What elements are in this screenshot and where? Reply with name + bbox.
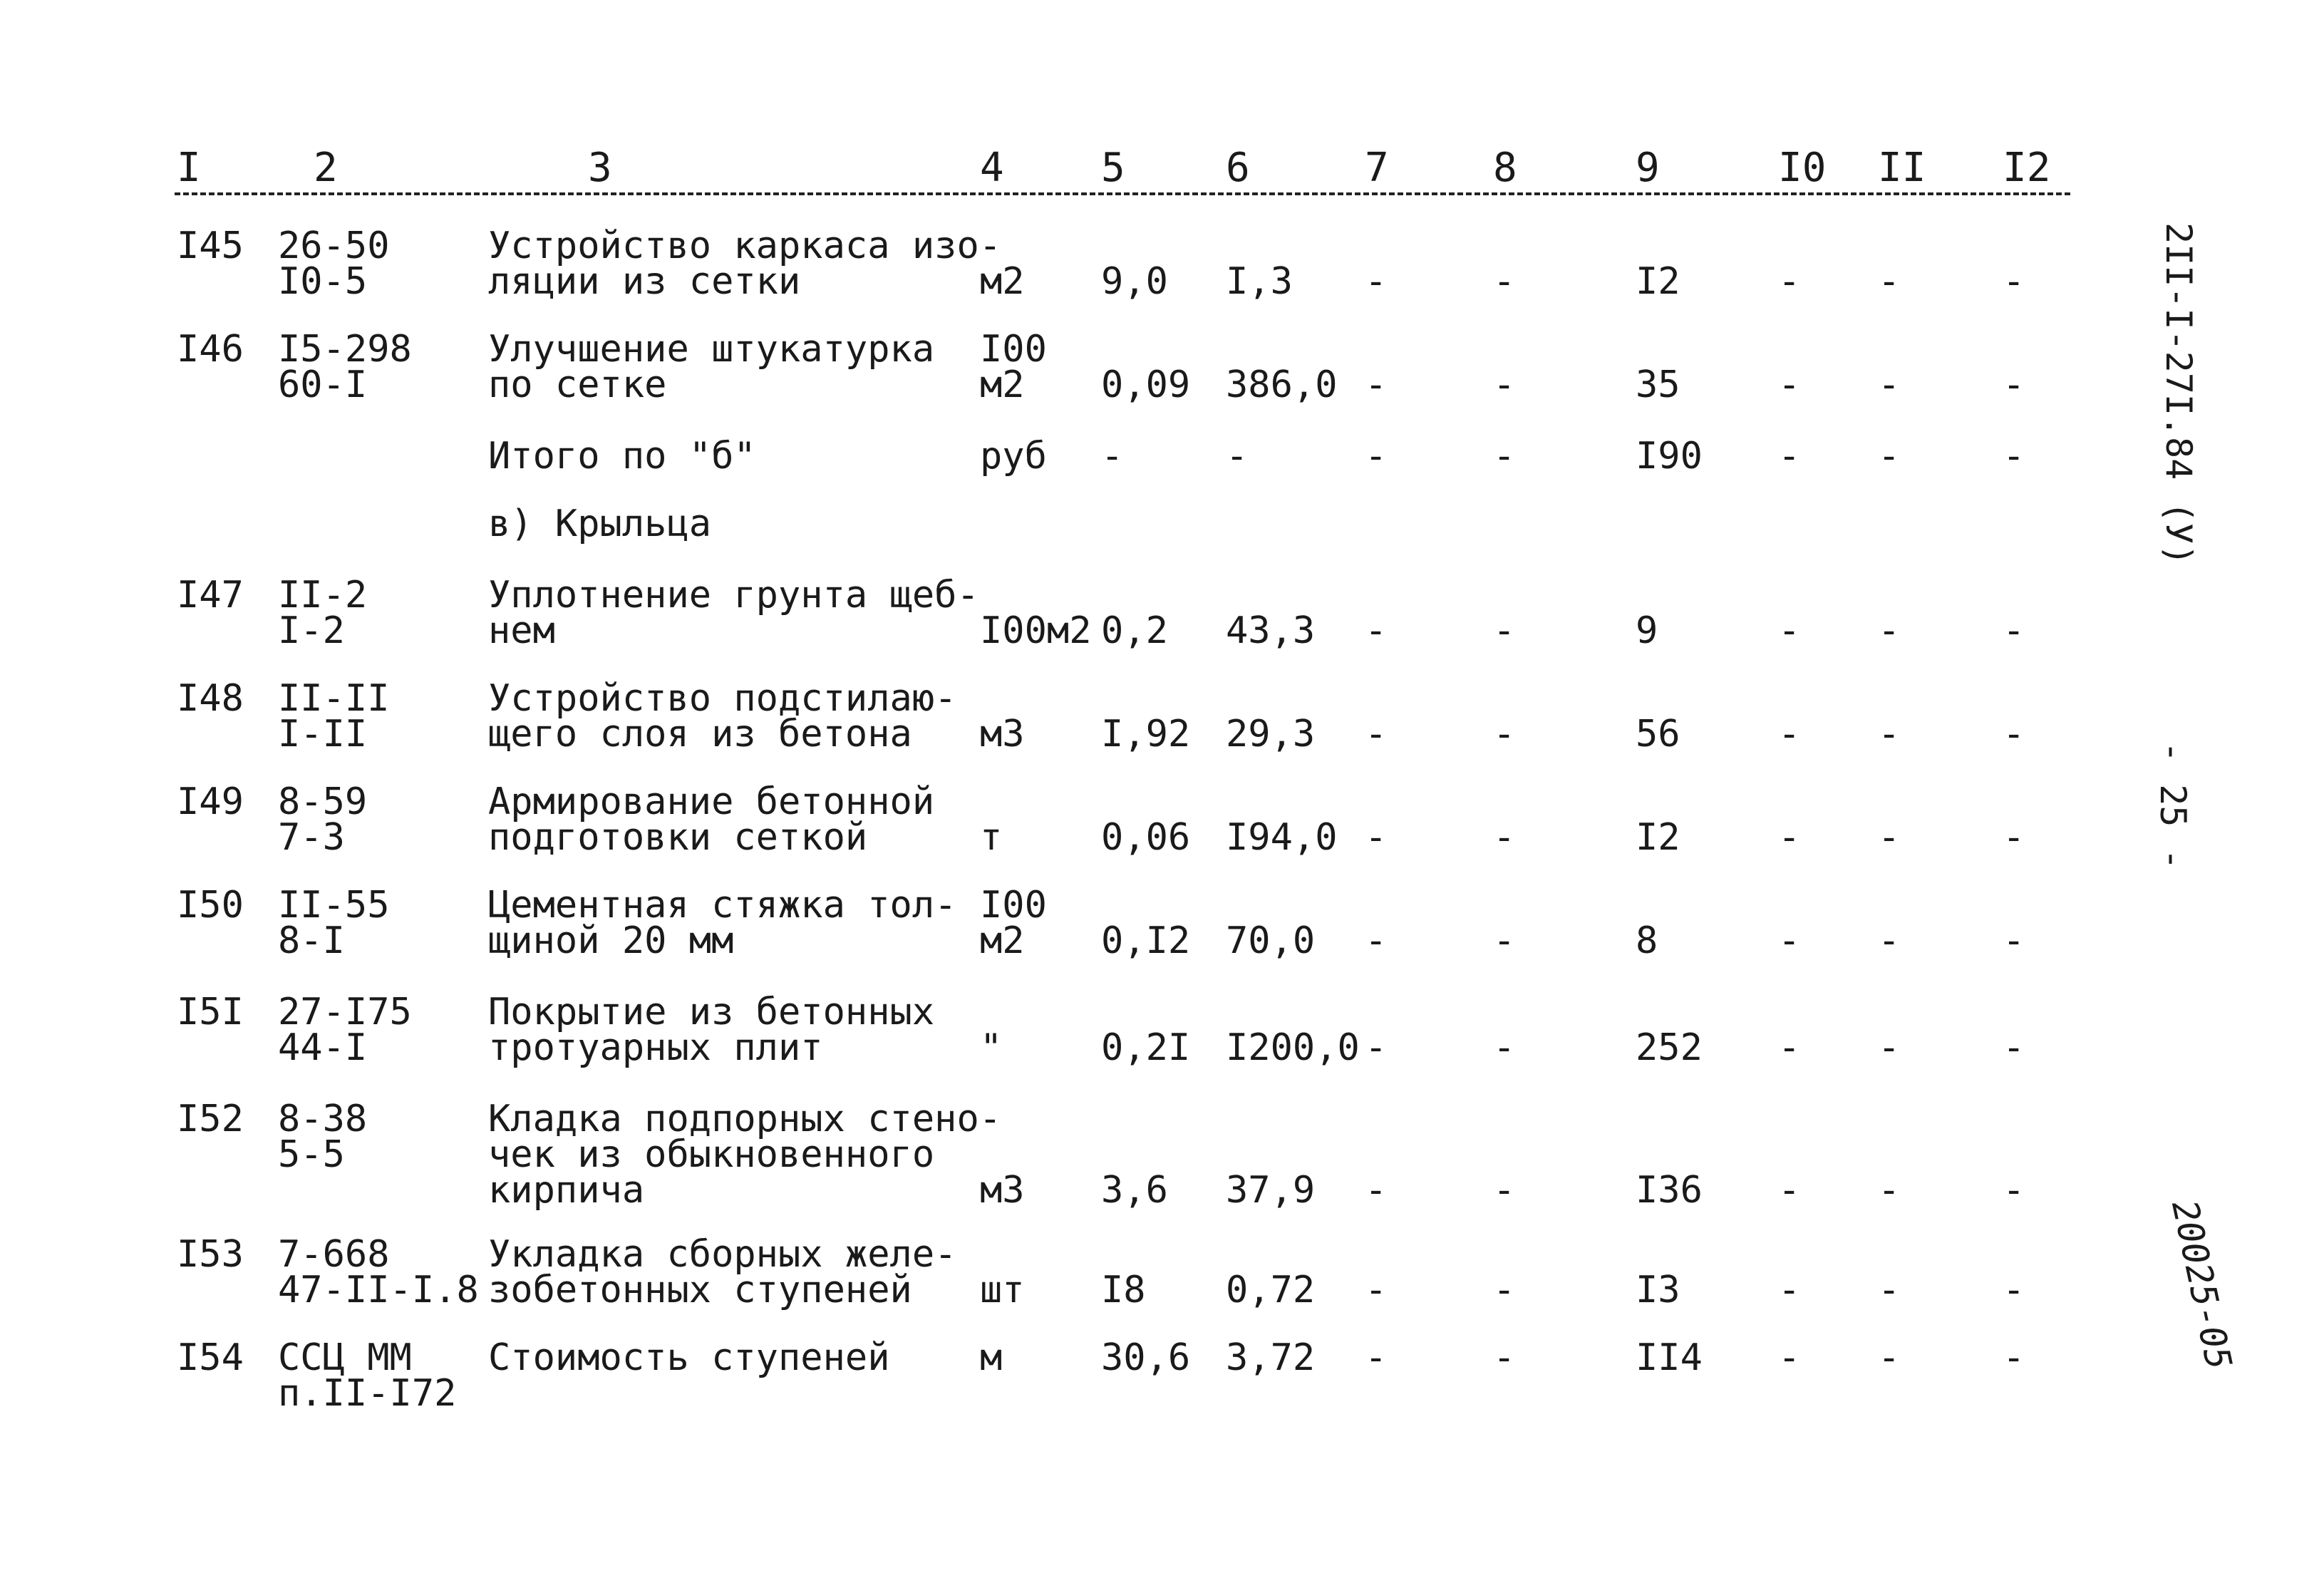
unit-cell-line: шт: [980, 1269, 1025, 1311]
header-underline: [175, 192, 2070, 195]
work-name-line: по сетке: [488, 363, 667, 406]
work-name-line: Итого по "б": [488, 435, 756, 478]
value-c8: -: [1493, 1336, 1516, 1379]
row-number: I46: [177, 328, 244, 371]
value-c9: I2: [1636, 260, 1680, 303]
work-name-line: щиной 20 мм: [488, 919, 734, 962]
row-number: I54: [177, 1336, 244, 1379]
value-c7: -: [1365, 1336, 1388, 1379]
column-header: 4: [980, 145, 1004, 191]
column-header: 7: [1365, 145, 1389, 191]
value-c11: -: [1878, 1269, 1901, 1311]
work-name: [488, 435, 756, 478]
value-c11: -: [1878, 713, 1901, 756]
value-c5: 0,2: [1101, 609, 1168, 652]
work-name-line: нем: [488, 609, 555, 652]
work-name-line: Улучшение штукатурка: [488, 328, 935, 371]
value-c12: -: [2003, 363, 2025, 406]
work-name-line: Цементная стяжка тол-: [488, 884, 957, 927]
value-c8: -: [1493, 609, 1516, 652]
value-c8: -: [1493, 816, 1516, 859]
work-name-line: Укладка сборных желе-: [488, 1233, 957, 1276]
work-name-line: Уплотнение грунта щеб-: [488, 574, 979, 617]
unit-cell: [980, 435, 1047, 478]
unit-cell: [980, 1169, 1025, 1212]
row-number: I47: [177, 574, 244, 617]
value-c10: -: [1778, 713, 1801, 756]
unit-cell-line: м2: [980, 363, 1025, 406]
row-number: I53: [177, 1233, 244, 1276]
norm-code-line: I0-5: [278, 260, 368, 303]
work-name-line: Устройство каркаса изо-: [488, 225, 1002, 267]
norm-code-line: 60-I: [278, 363, 368, 406]
norm-code-line: II-II: [278, 677, 390, 720]
column-header: II: [1878, 145, 1926, 191]
unit-cell-line: руб: [980, 435, 1047, 478]
norm-code: [278, 1098, 368, 1176]
unit-cell-line: м2: [980, 260, 1025, 303]
value-c11: -: [1878, 260, 1901, 303]
norm-code-line: I5-298: [278, 328, 412, 371]
value-c9: 8: [1636, 919, 1658, 962]
work-name: [488, 225, 1002, 303]
work-name-line: щего слоя из бетона: [488, 713, 912, 756]
value-c6: 3,72: [1226, 1336, 1316, 1379]
value-c6: I200,0: [1226, 1026, 1360, 1069]
value-c7: -: [1365, 713, 1388, 756]
value-c5: 0,06: [1101, 816, 1191, 859]
value-c12: -: [2003, 816, 2025, 859]
value-c11: -: [1878, 435, 1901, 478]
norm-code-line: II-2: [278, 574, 368, 617]
unit-cell: [980, 328, 1047, 406]
work-name-line: Стоимость ступеней: [488, 1336, 890, 1379]
value-c5: I,92: [1101, 713, 1191, 756]
side-stamp: 20025-05: [2164, 1196, 2240, 1373]
work-name: [488, 502, 712, 545]
value-c8: -: [1493, 713, 1516, 756]
value-c9: I2: [1636, 816, 1680, 859]
side-document-code: 2II-I-27I.84 (У): [2158, 222, 2199, 566]
unit-cell-line: м: [980, 1336, 1003, 1379]
value-c8: -: [1493, 919, 1516, 962]
norm-code-line: 47-II-I.8: [278, 1269, 479, 1311]
value-c8: -: [1493, 1169, 1516, 1212]
value-c5: 3,6: [1101, 1169, 1168, 1212]
work-name-line: Покрытие из бетонных: [488, 991, 935, 1033]
value-c11: -: [1878, 1169, 1901, 1212]
value-c10: -: [1778, 1269, 1801, 1311]
work-name-line: подготовки сеткой: [488, 816, 868, 859]
work-name-line: тротуарных плит: [488, 1026, 823, 1069]
unit-cell-line: м3: [980, 713, 1025, 756]
unit-cell-line: т: [980, 816, 1003, 859]
value-c10: -: [1778, 1169, 1801, 1212]
column-header: I0: [1778, 145, 1827, 191]
norm-code-line: 8-38: [278, 1098, 368, 1140]
value-c7: -: [1365, 435, 1388, 478]
value-c10: -: [1778, 435, 1801, 478]
norm-code-line: 8-I: [278, 919, 345, 962]
norm-code: [278, 328, 412, 406]
value-c8: -: [1493, 435, 1516, 478]
page-number: - 25 -: [2152, 741, 2194, 870]
norm-code-line: 26-50: [278, 225, 390, 267]
column-header: I: [177, 145, 201, 191]
work-name: [488, 574, 979, 652]
norm-code-line: I-II: [278, 713, 368, 756]
value-c5: 9,0: [1101, 260, 1168, 303]
norm-code: [278, 991, 412, 1069]
norm-code: [278, 1233, 479, 1311]
value-c10: -: [1778, 1336, 1801, 1379]
value-c7: -: [1365, 609, 1388, 652]
value-c6: 37,9: [1226, 1169, 1316, 1212]
row-number: I45: [177, 225, 244, 267]
value-c12: -: [2003, 435, 2025, 478]
value-c11: -: [1878, 609, 1901, 652]
value-c7: -: [1365, 260, 1388, 303]
value-c7: -: [1365, 363, 1388, 406]
value-c9: II4: [1636, 1336, 1703, 1379]
value-c6: 29,3: [1226, 713, 1316, 756]
value-c7: -: [1365, 1269, 1388, 1311]
value-c5: 0,09: [1101, 363, 1191, 406]
value-c11: -: [1878, 816, 1901, 859]
column-header: 8: [1493, 145, 1517, 191]
value-c8: -: [1493, 363, 1516, 406]
value-c8: -: [1493, 1269, 1516, 1311]
value-c9: I36: [1636, 1169, 1703, 1212]
value-c11: -: [1878, 363, 1901, 406]
value-c10: -: [1778, 260, 1801, 303]
value-c11: -: [1878, 1336, 1901, 1379]
value-c5: 0,2I: [1101, 1026, 1191, 1069]
norm-code-line: 5-5: [278, 1133, 345, 1176]
work-name-line: зобетонных ступеней: [488, 1269, 912, 1311]
norm-code-line: 8-59: [278, 780, 368, 823]
work-name: [488, 1233, 957, 1311]
value-c12: -: [2003, 919, 2025, 962]
value-c11: -: [1878, 1026, 1901, 1069]
value-c12: -: [2003, 1269, 2025, 1311]
unit-cell-line: I00: [980, 328, 1047, 371]
value-c5: I8: [1101, 1269, 1146, 1311]
value-c9: 9: [1636, 609, 1658, 652]
value-c6: 0,72: [1226, 1269, 1316, 1311]
value-c12: -: [2003, 1169, 2025, 1212]
column-header: 5: [1101, 145, 1125, 191]
work-name: [488, 677, 957, 756]
unit-cell: [980, 609, 1092, 652]
norm-code-line: 44-I: [278, 1026, 368, 1069]
work-name-line: Армирование бетонной: [488, 780, 935, 823]
value-c9: I90: [1636, 435, 1703, 478]
column-header: 6: [1226, 145, 1250, 191]
value-c6: I94,0: [1226, 816, 1338, 859]
value-c10: -: [1778, 363, 1801, 406]
row-number: I49: [177, 780, 244, 823]
unit-cell: [980, 1026, 1003, 1069]
unit-cell-line: ": [980, 1026, 1003, 1069]
norm-code-line: ССЦ ММ: [278, 1336, 412, 1379]
column-header: 3: [588, 145, 612, 191]
column-header: 2: [314, 145, 338, 191]
column-header: 9: [1636, 145, 1660, 191]
value-c6: -: [1226, 435, 1249, 478]
unit-cell: [980, 1269, 1025, 1311]
value-c9: I3: [1636, 1269, 1680, 1311]
work-name: [488, 884, 957, 962]
unit-cell-line: I00: [980, 884, 1047, 927]
work-name-line: в) Крыльца: [488, 502, 712, 545]
value-c12: -: [2003, 713, 2025, 756]
row-number: I48: [177, 677, 244, 720]
work-name: [488, 328, 935, 406]
work-name: [488, 1098, 1002, 1212]
norm-code: [278, 677, 390, 756]
value-c8: -: [1493, 1026, 1516, 1069]
value-c10: -: [1778, 609, 1801, 652]
norm-code-line: I-2: [278, 609, 345, 652]
value-c9: 252: [1636, 1026, 1703, 1069]
value-c9: 56: [1636, 713, 1680, 756]
unit-cell: [980, 1336, 1003, 1379]
value-c10: -: [1778, 919, 1801, 962]
value-c6: 70,0: [1226, 919, 1316, 962]
value-c10: -: [1778, 816, 1801, 859]
value-c9: 35: [1636, 363, 1680, 406]
work-name: [488, 1336, 890, 1379]
value-c12: -: [2003, 609, 2025, 652]
norm-code-line: II-55: [278, 884, 390, 927]
column-header: I2: [2003, 145, 2051, 191]
value-c6: I,3: [1226, 260, 1293, 303]
norm-code-line: 7-668: [278, 1233, 390, 1276]
value-c10: -: [1778, 1026, 1801, 1069]
unit-cell: [980, 713, 1025, 756]
unit-cell-line: м3: [980, 1169, 1025, 1212]
norm-code: [278, 574, 368, 652]
row-number: I52: [177, 1098, 244, 1140]
work-name-line: кирпича: [488, 1169, 645, 1212]
norm-code: [278, 780, 368, 859]
work-name: [488, 991, 935, 1069]
value-c7: -: [1365, 1026, 1388, 1069]
norm-code-line: 27-I75: [278, 991, 412, 1033]
norm-code: [278, 225, 390, 303]
work-name-line: ляции из сетки: [488, 260, 801, 303]
value-c7: -: [1365, 816, 1388, 859]
value-c5: 0,I2: [1101, 919, 1191, 962]
norm-code: [278, 1336, 457, 1415]
work-name-line: чек из обыкновенного: [488, 1133, 935, 1176]
value-c12: -: [2003, 1026, 2025, 1069]
value-c5: -: [1101, 435, 1124, 478]
value-c5: 30,6: [1101, 1336, 1191, 1379]
value-c6: 43,3: [1226, 609, 1316, 652]
value-c11: -: [1878, 919, 1901, 962]
unit-cell: [980, 816, 1003, 859]
norm-code-line: 7-3: [278, 816, 345, 859]
value-c12: -: [2003, 1336, 2025, 1379]
norm-code-line: п.II-I72: [278, 1372, 457, 1415]
unit-cell: [980, 884, 1047, 962]
row-number: I50: [177, 884, 244, 927]
value-c6: 386,0: [1226, 363, 1338, 406]
unit-cell-line: I00м2: [980, 609, 1092, 652]
unit-cell: [980, 260, 1025, 303]
work-name: [488, 780, 935, 859]
value-c7: -: [1365, 1169, 1388, 1212]
value-c7: -: [1365, 919, 1388, 962]
work-name-line: Устройство подстилаю-: [488, 677, 957, 720]
work-name-line: Кладка подпорных стено-: [488, 1098, 1002, 1140]
unit-cell-line: м2: [980, 919, 1025, 962]
value-c8: -: [1493, 260, 1516, 303]
row-number: I5I: [177, 991, 244, 1033]
value-c12: -: [2003, 260, 2025, 303]
norm-code: [278, 884, 390, 962]
